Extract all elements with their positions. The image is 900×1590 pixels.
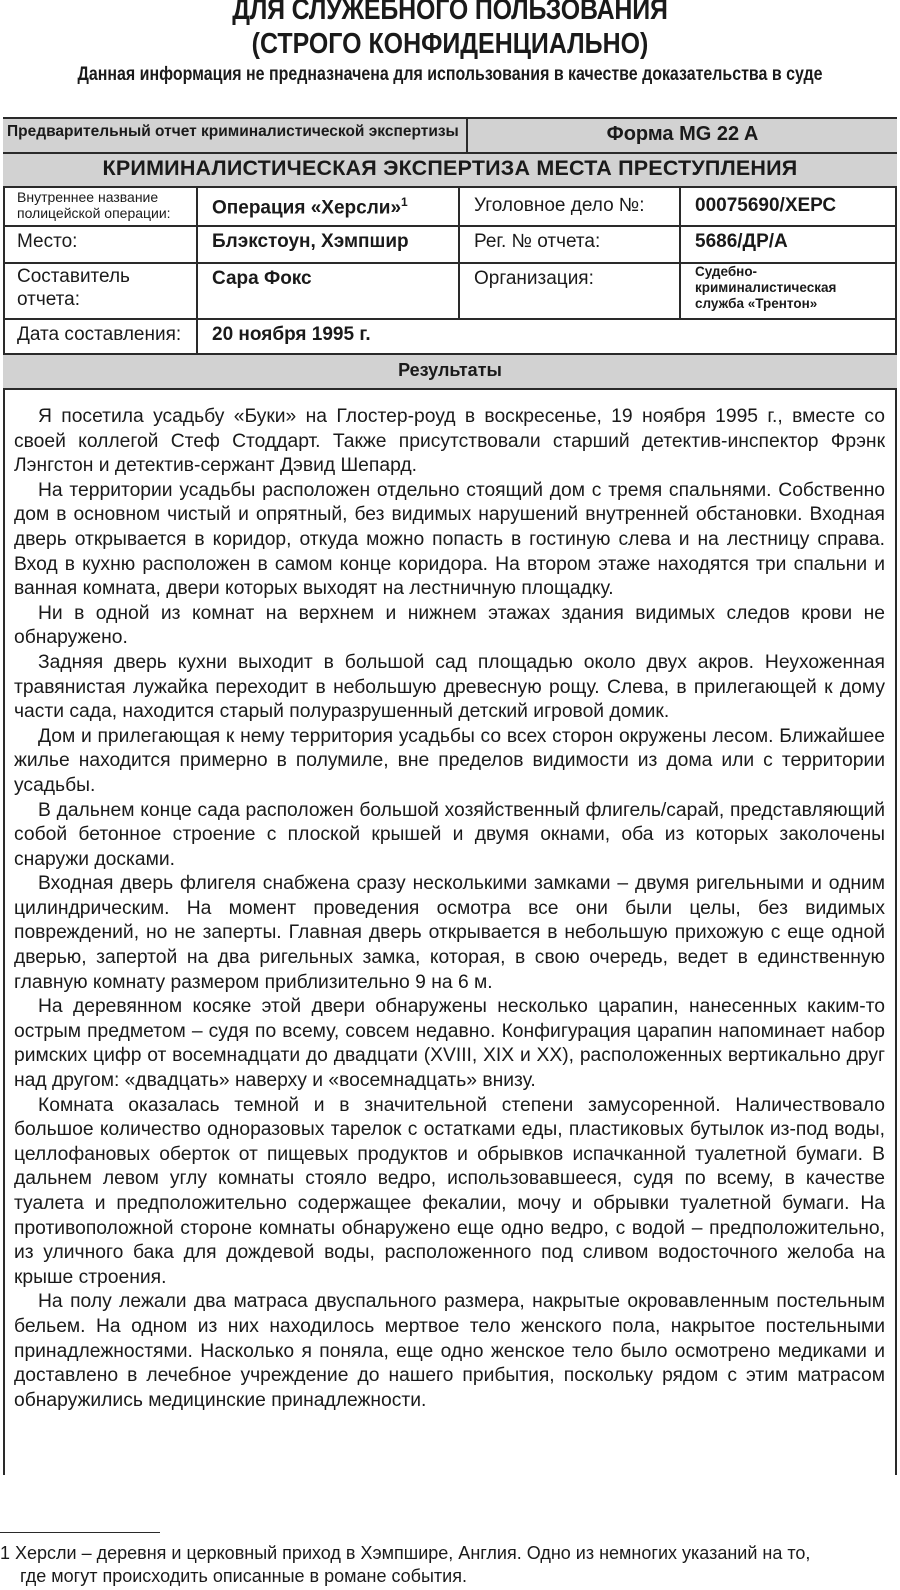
operation-row <box>3 186 897 225</box>
results-body <box>14 405 885 1413</box>
court-disclaimer: Данная информация не предназначена для использования в качестве доказательства в суде <box>77 64 823 85</box>
form-code: Форма MG 22 A <box>606 123 759 145</box>
footnote-number: 1 <box>0 1543 11 1563</box>
footnote <box>0 1542 900 1588</box>
results-paragraph: Ни в одной из комнат на верхнем и нижнем этажах здания видимых следов крови не обнаружено. <box>14 602 885 649</box>
results-paragraph: В дальнем конце сада расположен большой хозяйственный флигель/сарай, представляющий собой бетонное строение с плоской крышей и двумя окнами, оба из которых заколочены снаружи досками. <box>14 799 885 870</box>
results-heading-row <box>3 353 897 390</box>
results-paragraph: На территории усадьбы расположен отдельно стоящий дом с тремя спальнями. Собственно дом в основном чистый и опрятный, без видимых нарушений внутренней обстановки. Входная дверь открывается в коридор, откуда можно попасть в гостиную слева и на лестницу справа. Вход в кухню расположен в самом конце коридора. На втором этаже находятся три спальни и ванная комната, двери которых выходят на лестничную площадку. <box>14 479 885 600</box>
case-number-label: Уголовное дело №: <box>474 195 645 216</box>
footnote-ref[interactable]: 1 <box>401 195 408 209</box>
form-heading-row <box>3 152 897 186</box>
results-paragraph: На деревянном косяке этой двери обнаружены несколько царапин, нанесенных каким-то острым предметом – судя по всему, совсем недавно. Конфигурация царапин напоминает набор римских цифр от восемнадцати до двадцати (XVIII, XIX и XX), расположенных вертикально друг над другом: «двадцать» наверху и «восемнадцать» внизу. <box>14 996 885 1092</box>
author-value: Сара Фокс <box>212 268 312 289</box>
operation-value <box>198 188 458 225</box>
results-paragraph: Я посетила усадьбу «Буки» на Глостер-роуд в воскресенье, 19 ноября 1995 г., вместе со своей коллегой Стеф Стоддарт. Также присутствовали старший детектив-инспектор Фрэнк Лэнгстон и детектив-сержант Дэвид Шепард. <box>14 406 885 477</box>
place-row <box>3 225 897 262</box>
report-type-label: Предварительный отчет криминалистической экспертизы <box>7 123 459 140</box>
results-heading: Результаты <box>398 360 502 380</box>
results-paragraph: Дом и прилегающая к нему территория усадьбы со всех сторон окружены лесом. Ближайшее жилье находится примерно в полумиле, вне пределов видимости из дома или с территории усадьбы. <box>14 725 885 796</box>
date-label: Дата составления: <box>17 324 182 345</box>
operation-label: Внутреннее название полицейской операции: <box>17 189 171 221</box>
date-row <box>3 318 897 353</box>
confidentiality-heading: (СТРОГО КОНФИДЕНЦИАЛЬНО) <box>251 28 649 60</box>
report-reg-label: Рег. № отчета: <box>474 231 601 252</box>
date-value: 20 ноября 1995 г. <box>212 324 371 345</box>
footnote-line-1 <box>0 1542 900 1565</box>
results-paragraph: Входная дверь флигеля снабжена сразу несколькими замками – двумя ригельными и одним цилиндрическим. На момент проведения осмотра все они были целы, без видимых повреждений, но не заперты. Главная дверь открывается в небольшую прихожую с еще одной дверью, запертой на два ригельных замка, которая, в свою очередь, ведет в единственную главную комнату размером приблизительно 9 на 6 м. <box>14 873 885 993</box>
results-paragraph: Задняя дверь кухни выходит в большой сад площадью около двух акров. Неухоженная травянистая лужайка переходит в небольшую древесную рощу. Слева, в прилегающей к дому части сада, находится старый полуразрушенный детский игровой домик. <box>14 651 885 723</box>
place-value: Блэкстоун, Хэмпшир <box>212 231 409 252</box>
case-number-value: 00075690/ХЕРС <box>695 195 837 216</box>
organization-value: Судебно-криминалистическая служба «Трентон» <box>695 264 837 311</box>
author-label: Составитель отчета: <box>17 266 130 310</box>
results-paragraph: На полу лежали два матраса двуспального размера, накрытые окровавленным постельным бельем. На одном из них находилось мертвое тело женского пола, накрытое постельными принадлежностями. Насколько я поняла, еще одно женское тело было осмотрено медиками и доставлено в лечебное учреждение до нашего прибытия, поскольку рядом с этим матрасом обнаружились медицинские принадлежности. <box>14 1291 885 1411</box>
footnote-text-1: Херсли – деревня и церковный приход в Хэмпшире, Англия. Одно из немногих указаний на то, <box>15 1543 811 1563</box>
author-row <box>3 262 897 318</box>
form-title-row <box>3 117 897 152</box>
form-main-title: КРИМИНАЛИСТИЧЕСКАЯ ЭКСПЕРТИЗА МЕСТА ПРЕСТУПЛЕНИЯ <box>102 156 798 180</box>
results-paragraph: Комната оказалась темной и в значительной степени замусоренной. Наличествовало большое количество одноразовых тарелок с остатками еды, пластиковых бутылок из-под воды, целлофановых оберток от пищевых продуктов и обрывков испачканной туалетной бумаги. В дальнем левом углу комнаты стояло ведро, использовавшееся, судя по всему, в качестве туалета и предположительно содержащее фекалии, мочу и обрывки туалетной бумаги. На противоположной стороне комнаты обнаружено еще одно ведро, с водой – предположительно, из уличного бака для дождевой воды, расположенного под сливом водосточного желоба на крыше строения. <box>14 1094 885 1288</box>
operation-name: Операция «Херсли» <box>212 197 402 219</box>
footnote-separator <box>0 1532 160 1533</box>
organization-label: Организация: <box>474 268 594 289</box>
classification-heading: ДЛЯ СЛУЖЕБНОГО ПОЛЬЗОВАНИЯ <box>232 0 668 26</box>
footnote-line-2: где могут происходить описанные в романе события. <box>20 1566 467 1586</box>
report-reg-value: 5686/ДР/А <box>695 231 788 252</box>
place-label: Место: <box>17 231 78 252</box>
